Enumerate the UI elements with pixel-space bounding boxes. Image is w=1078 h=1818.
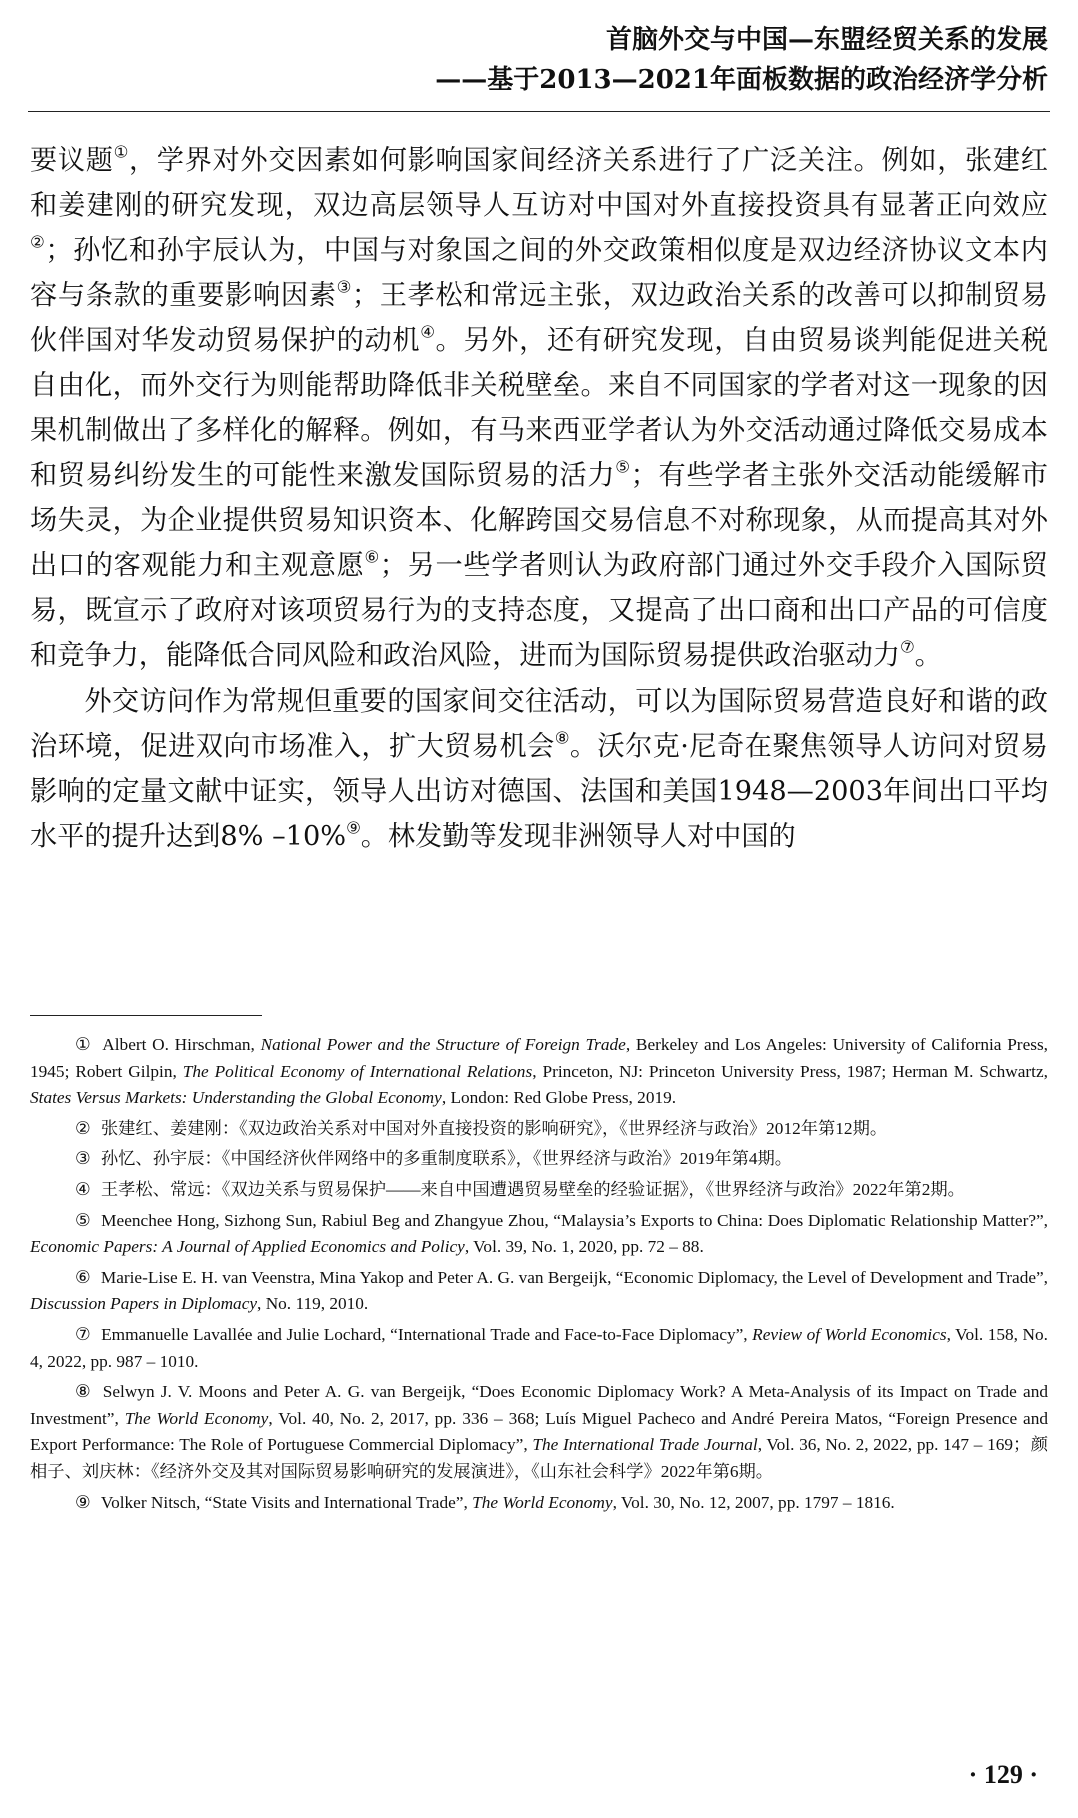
footnote-text: 孙忆、孙宇辰：《中国经济伙伴网络中的多重制度联系》，《世界经济与政治》2019年第4期。 — [100, 1149, 793, 1169]
footnote-ref-1[interactable]: ① — [113, 142, 129, 162]
footnote-3 — [30, 1146, 1048, 1173]
footnote-separator — [30, 1015, 262, 1016]
footnote-number: ① — [74, 1035, 92, 1054]
page-number: · 129 · — [968, 1760, 1038, 1789]
header-rule — [28, 111, 1050, 112]
text-run: 。 — [914, 640, 942, 671]
text-run: 外交访问作为常规但重要的国家间交往活动，可以为国际贸易营造良好和谐的政治环境，促进双向市场准入，扩大贸易机会 — [30, 686, 1048, 762]
text-run: ；有些学者主张外交活动能缓解市场失灵，为企业提供贸易知识资本、化解跨国交易信息不对称现象，从而提高其对外出口的客观能力和主观意愿 — [30, 460, 1048, 581]
footnote-title: Discussion Papers in Diplomacy — [30, 1294, 258, 1314]
footnote-ref-4[interactable]: ④ — [420, 322, 436, 342]
text-run: 要议题 — [30, 145, 114, 176]
footnote-ref-8[interactable]: ⑧ — [554, 728, 570, 748]
footnote-title: The Political Economy of International Relations — [182, 1061, 533, 1081]
footnote-number: ⑥ — [74, 1267, 91, 1287]
running-header-subtitle: ——基于2013—2021年面板数据的政治经济学分析 — [435, 65, 1048, 95]
footnote-5 — [30, 1208, 1048, 1261]
footnote-text: Emmanuelle Lavallée and Julie Lochard, “International Trade and Face-to-Face Diplomacy”, — [101, 1324, 753, 1344]
paragraph-2 — [30, 679, 1048, 859]
footnote-1 — [30, 1032, 1048, 1112]
footnote-title: The World Economy — [472, 1492, 613, 1512]
footnote-number: ⑤ — [74, 1210, 91, 1230]
footnote-8 — [30, 1379, 1048, 1485]
footnote-text: , No. 119, 2010. — [257, 1294, 369, 1314]
footnote-text: Marie-Lise E. H. van Veenstra, Mina Yakop and Peter A. G. van Bergeijk, “Economic Diplomacy, the Level of Development and Trade”, — [100, 1267, 1048, 1287]
footnote-text: Selwyn J. V. Moons and Peter A. G. van Bergeijk, “Does Economic Diplomacy Work? A Meta-Analysis of its Impact on Trade and Investment”, — [30, 1382, 1048, 1428]
footnote-number: ⑨ — [74, 1492, 91, 1512]
footnote-2 — [30, 1116, 1048, 1143]
footnote-text: Meenchee Hong, Sizhong Sun, Rabiul Beg and Zhangyue Zhou, “Malaysia’s Exports to China: Does Diplomatic Relationship Matter?”, — [101, 1210, 1048, 1230]
footnote-text: , Berkeley and Los Angeles: University of California Press, 1945; Robert Gilpin, — [30, 1035, 1049, 1081]
footnote-text: , Vol. 40, No. 2, 2017, pp. 336 – 368; Luís Miguel Pacheco and André Pereira Matos, “Foreign Presence and Export Performance: The Role of Portuguese Commercial Diplomacy”, — [30, 1408, 1048, 1455]
text-run: 。沃尔克·尼奇在聚焦领导人访问对贸易影响的定量文献中证实，领导人出访对德国、法国和美国1948—2003年间出口平均水平的提升达到8% –10% — [30, 731, 1048, 852]
text-run: ；王孝松和常远主张，双边政治关系的改善可以抑制贸易伙伴国对华发动贸易保护的动机 — [30, 280, 1048, 356]
paragraph-1 — [30, 138, 1048, 678]
text-run: 。另外，还有研究发现，自由贸易谈判能促进关税自由化，而外交行为则能帮助降低非关税壁垒。来自不同国家的学者对这一现象的因果机制做出了多样化的解释。例如，有马来西亚学者认为外交活动通过降低交易成本和贸易纠纷发生的可能性来激发国际贸易的活力 — [30, 325, 1048, 491]
footnote-title: States Versus Markets: Understanding the Global Economy — [30, 1088, 442, 1108]
footnote-ref-6[interactable]: ⑥ — [364, 547, 380, 567]
body-text — [30, 138, 1048, 859]
running-header-title: 首脑外交与中国—东盟经贸关系的发展 — [605, 25, 1048, 55]
footnote-9 — [30, 1490, 1048, 1517]
footnote-text: , Vol. 36, No. 2, 2022, pp. 147 – 169；颜相子、刘庆林：《经济外交及其对国际贸易影响研究的发展演进》，《山东社会科学》2022年第6期。 — [30, 1435, 1048, 1481]
footnote-title: The World Economy — [124, 1408, 269, 1428]
footnote-title: Review of World Economics — [752, 1324, 947, 1344]
footnotes — [30, 1032, 1048, 1520]
footnote-6 — [30, 1265, 1048, 1318]
text-run: ；孙忆和孙宇辰认为，中国与对象国之间的外交政策相似度是双边经济协议文本内容与条款的重要影响因素 — [30, 235, 1048, 311]
footnote-text: , Vol. 158, No. 4, 2022, pp. 987 – 1010. — [30, 1324, 1048, 1371]
footnote-number: ③ — [74, 1149, 91, 1169]
footnote-4 — [30, 1177, 1048, 1204]
footnote-text: Albert O. Hirschman, — [102, 1035, 261, 1054]
footnote-text: , London: Red Globe Press, 2019. — [441, 1088, 677, 1108]
footnote-ref-7[interactable]: ⑦ — [900, 637, 915, 657]
footnote-number: ⑧ — [74, 1382, 93, 1402]
footnote-text: 张建红、姜建刚：《双边政治关系对中国对外直接投资的影响研究》，《世界经济与政治》2012年第12期。 — [100, 1118, 888, 1138]
footnote-ref-9[interactable]: ⑨ — [346, 818, 361, 838]
footnote-ref-3[interactable]: ③ — [336, 277, 352, 297]
text-run: ，学界对外交因素如何影响国家间经济关系进行了广泛关注。例如，张建红和姜建刚的研究发现，双边高层领导人互访对中国对外直接投资具有显著正向效应 — [30, 145, 1048, 221]
footnote-7 — [30, 1322, 1048, 1375]
footnote-text: , Vol. 39, No. 1, 2020, pp. 72 – 88. — [464, 1237, 704, 1257]
footnote-text: , Vol. 30, No. 12, 2007, pp. 1797 – 1816. — [612, 1492, 895, 1512]
running-header — [435, 20, 1048, 100]
footnote-text: , Princeton, NJ: Princeton University Press, 1987; Herman M. Schwartz, — [532, 1061, 1048, 1081]
footnote-ref-5[interactable]: ⑤ — [615, 457, 631, 477]
footnote-text: Volker Nitsch, “State Visits and International Trade”, — [100, 1492, 473, 1512]
footnote-number: ⑦ — [74, 1324, 91, 1344]
footnote-ref-2[interactable]: ② — [30, 232, 46, 252]
footnote-text: 王孝松、常远：《双边关系与贸易保护——来自中国遭遇贸易壁垒的经验证据》，《世界经济与政治》2022年第2期。 — [100, 1179, 965, 1199]
footnote-number: ④ — [74, 1179, 91, 1199]
footnote-number: ② — [74, 1118, 91, 1138]
text-run: 。林发勤等发现非洲领导人对中国的 — [360, 821, 796, 852]
footnote-title: Economic Papers: A Journal of Applied Economics and Policy — [30, 1237, 465, 1257]
footnote-title: The International Trade Journal — [532, 1435, 758, 1455]
footnote-title: National Power and the Structure of Foreign Trade — [260, 1035, 626, 1054]
text-run: ；另一些学者则认为政府部门通过外交手段介入国际贸易，既宣示了政府对该项贸易行为的支持态度，又提高了出口商和出口产品的可信度和竞争力，能降低合同风险和政治风险，进而为国际贸易提供政治驱动力 — [30, 550, 1048, 671]
